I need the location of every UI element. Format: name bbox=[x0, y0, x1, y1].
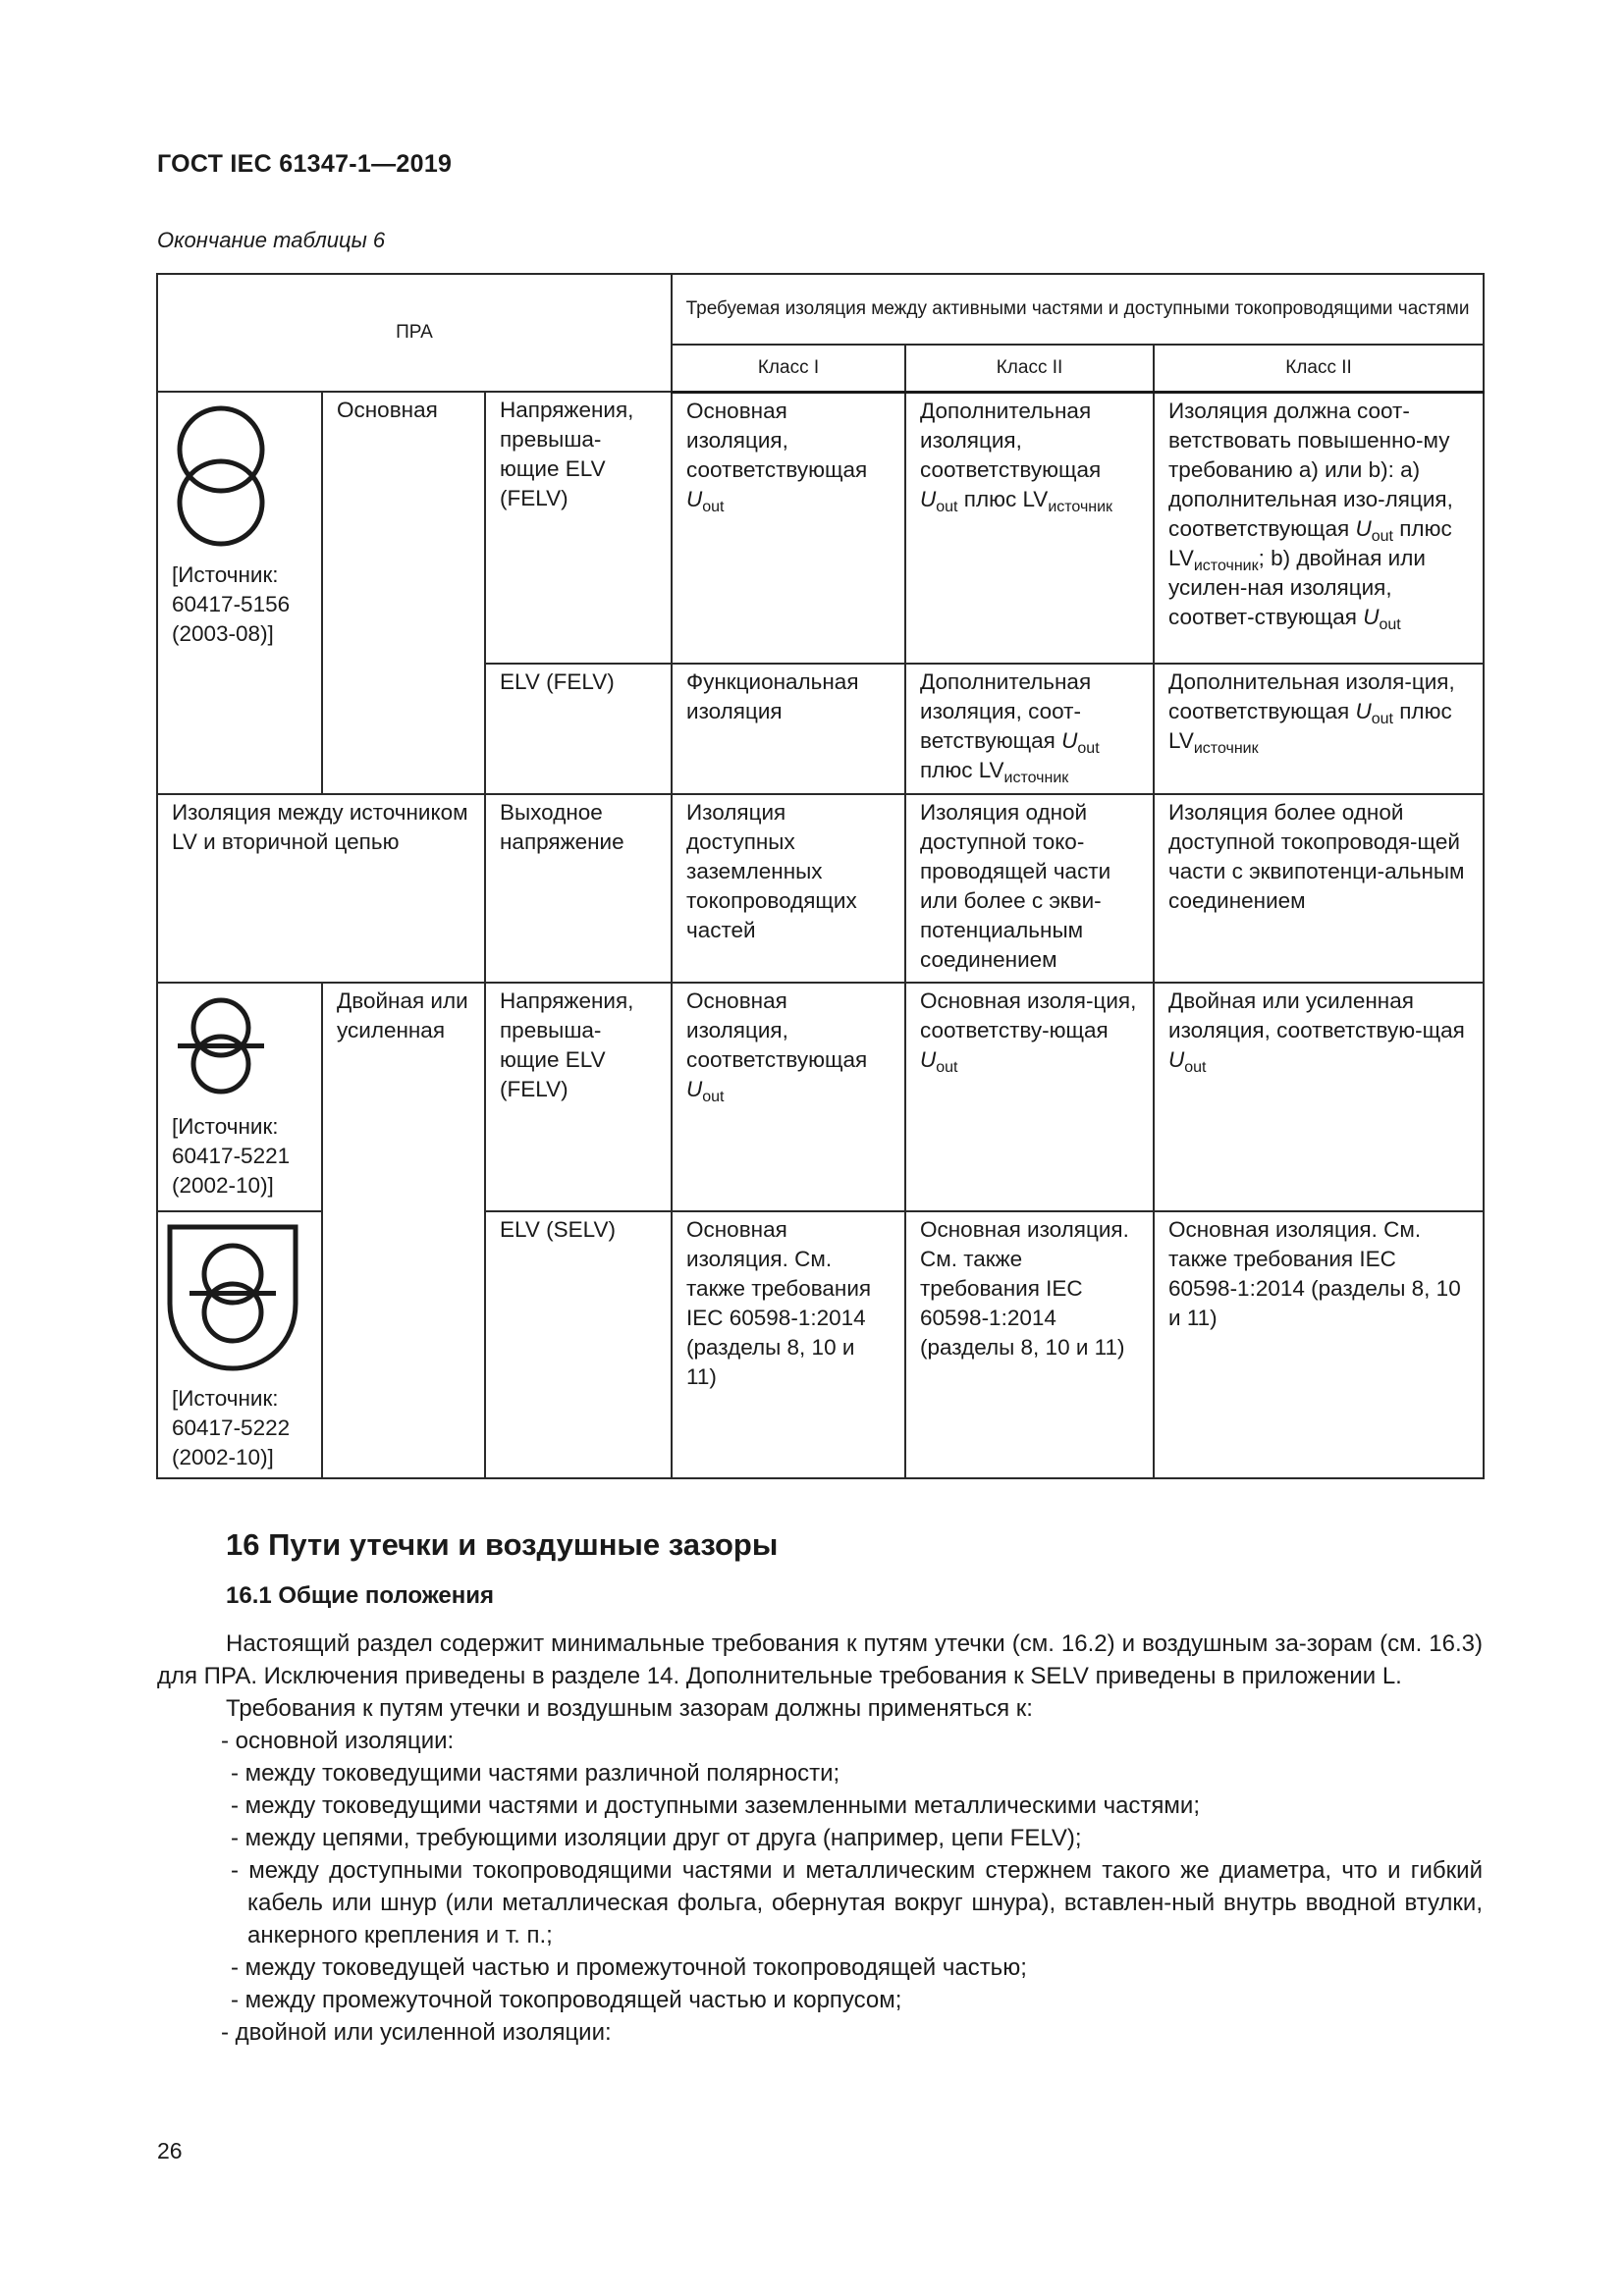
label-basic: Основная bbox=[322, 392, 485, 794]
list-item: - между промежуточной токопроводящей частью и корпусом; bbox=[231, 1987, 902, 2013]
u-symbol: U bbox=[1355, 515, 1372, 541]
condition-r1: Напряжения, превыша-ющие ELV (FELV) bbox=[485, 392, 672, 664]
class2-r2-text-a: Дополнительная изоляция, соот-ветствующая bbox=[920, 669, 1092, 753]
u-symbol: U bbox=[1168, 1047, 1185, 1072]
header-class-1: Класс I bbox=[672, 345, 905, 392]
class2-r4 bbox=[905, 983, 1154, 1211]
class2-r3: Изоляция одной доступной токо-проводящей части или более с экви-потенциальным соединением bbox=[905, 794, 1154, 983]
list-item: - между доступными токопроводящими частями и металлическим стержнем такого же диаметра, что и гибкий кабель или шнур (или металлическая фольга, обернутая вокруг шнура), вставлен-ный внутрь вводной втулки, анкерного крепления и т. п.; bbox=[231, 1857, 1483, 1949]
symbol-source-basic: [Источник: 60417-5156 (2003-08)] bbox=[172, 562, 291, 646]
list-item: - между токоведущей частью и промежуточной токопроводящей частью; bbox=[231, 1954, 1027, 1981]
condition-r4: Напряжения, превыша-ющие ELV (FELV) bbox=[485, 983, 672, 1211]
transformer-symbol-icon bbox=[172, 401, 270, 551]
list-item: - между токоведущими частями различной полярности; bbox=[231, 1760, 840, 1787]
u-subscript: out bbox=[936, 498, 958, 515]
class3-r1 bbox=[1154, 392, 1484, 664]
class3-r4 bbox=[1154, 983, 1484, 1211]
list-double-insulation: - двойной или усиленной изоляции: bbox=[221, 2019, 612, 2046]
double-insulation-transformer-icon bbox=[172, 992, 270, 1102]
class2-r2 bbox=[905, 664, 1154, 794]
condition-r5: ELV (SELV) bbox=[485, 1211, 672, 1478]
label-double: Двойная или усиленная bbox=[322, 983, 485, 1478]
u-subscript: out bbox=[702, 1089, 725, 1105]
lv-subscript: источник bbox=[1003, 770, 1069, 786]
u-symbol: U bbox=[1355, 699, 1372, 723]
class1-r1 bbox=[672, 392, 905, 664]
u-symbol: U bbox=[686, 1077, 703, 1101]
class1-r4 bbox=[672, 983, 905, 1211]
class2-r1 bbox=[905, 392, 1154, 664]
symbol-source-double: [Источник: 60417-5221 (2002-10)] bbox=[172, 1114, 291, 1198]
class3-r4-text: Двойная или усиленная изоляция, соответствую-щая bbox=[1168, 988, 1465, 1042]
u-subscript: out bbox=[1379, 615, 1401, 633]
lv-subscript: источник bbox=[1048, 498, 1113, 515]
symbol-cell-double bbox=[157, 983, 322, 1211]
selv-safety-transformer-icon bbox=[164, 1221, 301, 1374]
class3-r2 bbox=[1154, 664, 1484, 794]
header-class-3: Класс II bbox=[1154, 345, 1484, 392]
section-title: 16 Пути утечки и воздушные зазоры bbox=[226, 1527, 779, 1562]
u-subscript: out bbox=[1371, 527, 1393, 545]
paragraph-1: Настоящий раздел содержит минимальные требования к путям утечки (см. 16.2) и воздушным за-зорам (см. 16.3) для ПРА. Исключения приведены в разделе 14. Дополнительные требования к SELV приведены в приложении L. bbox=[157, 1630, 1483, 1689]
list-basic-insulation: - основной изоляции: bbox=[221, 1728, 455, 1754]
class2-r2-text-b: плюс LV bbox=[920, 758, 1004, 782]
list-item: - между токоведущими частями и доступными заземленными металлическими частями; bbox=[231, 1792, 1200, 1819]
table-caption: Окончание таблицы 6 bbox=[157, 228, 386, 252]
symbol-cell-basic bbox=[157, 392, 322, 794]
u-subscript: out bbox=[1371, 711, 1393, 727]
list-item: - между цепями, требующими изоляции друг от друга (например, цепи FELV); bbox=[231, 1825, 1082, 1851]
symbol-cell-selv bbox=[157, 1211, 322, 1478]
class1-r5: Основная изоляция. См. также требования IEC 60598-1:2014 (разделы 8, 10 и 11) bbox=[672, 1211, 905, 1478]
lv-subscript: источник bbox=[1193, 740, 1259, 757]
class1-r2: Функциональная изоляция bbox=[672, 664, 905, 794]
document-header: ГОСТ IEC 61347-1—2019 bbox=[157, 150, 453, 178]
u-symbol: U bbox=[1061, 728, 1078, 753]
u-subscript: out bbox=[1077, 740, 1100, 757]
header-class-2: Класс II bbox=[905, 345, 1154, 392]
paragraph-2: Требования к путям утечки и воздушным зазорам должны применяться к: bbox=[226, 1695, 1033, 1722]
u-subscript: out bbox=[936, 1059, 958, 1076]
table-6 bbox=[156, 273, 1485, 1479]
u-symbol: U bbox=[686, 486, 703, 511]
header-required-insulation: Требуемая изоляция между активными частями и доступными токопроводящими частями bbox=[672, 274, 1484, 345]
class3-r3: Изоляция более одной доступной токопроводя-щей части с эквипотенци-альным соединением bbox=[1154, 794, 1484, 983]
u-symbol: U bbox=[1363, 604, 1380, 629]
class3-r1-text-c: ; b) двойная или усилен-ная изоляция, соответ-ствующая bbox=[1168, 545, 1426, 629]
class1-r1-text: Основная изоляция, соответствующая bbox=[686, 398, 868, 482]
class2-r4-text: Основная изоля-ция, соответству-ющая bbox=[920, 988, 1137, 1042]
u-subscript: out bbox=[702, 498, 725, 515]
class3-r2-text-b: плюс LV bbox=[1168, 699, 1452, 753]
class3-r1-text-b: плюс LV bbox=[1168, 515, 1452, 570]
u-symbol: U bbox=[920, 1047, 937, 1072]
header-pra: ПРА bbox=[157, 274, 672, 392]
class2-r1-text-b: плюс LV bbox=[963, 486, 1049, 511]
class2-r5: Основная изоляция. См. также требования IEC 60598-1:2014 (разделы 8, 10 и 11) bbox=[905, 1211, 1154, 1478]
class3-r1-text-a: Изоляция должна соот-ветствовать повышенно-му требованию а) или b): а) дополнительная изо-ляция, соответствующая bbox=[1168, 398, 1453, 541]
u-symbol: U bbox=[920, 486, 937, 511]
u-subscript: out bbox=[1184, 1059, 1207, 1076]
symbol-source-selv: [Источник: 60417-5222 (2002-10)] bbox=[172, 1386, 291, 1469]
class3-r2-text-a: Дополнительная изоля-ция, соответствующая bbox=[1168, 669, 1455, 723]
lv-subscript: источник bbox=[1193, 557, 1259, 574]
condition-r2: ELV (FELV) bbox=[485, 664, 672, 794]
label-lv-secondary: Изоляция между источником LV и вторичной цепью bbox=[157, 794, 485, 983]
subsection-title: 16.1 Общие положения bbox=[226, 1582, 495, 1609]
condition-r3: Выходное напряжение bbox=[485, 794, 672, 983]
body-text bbox=[157, 1628, 1483, 2049]
class2-r1-text-a: Дополнительная изоляция, соответствующая bbox=[920, 398, 1102, 482]
class1-r4-text: Основная изоляция, соответствующая bbox=[686, 988, 868, 1072]
page-number: 26 bbox=[157, 2138, 183, 2163]
class3-r5: Основная изоляция. См. также требования IEC 60598-1:2014 (разделы 8, 10 и 11) bbox=[1154, 1211, 1484, 1478]
class1-r3: Изоляция доступных заземленных токопроводящих частей bbox=[672, 794, 905, 983]
